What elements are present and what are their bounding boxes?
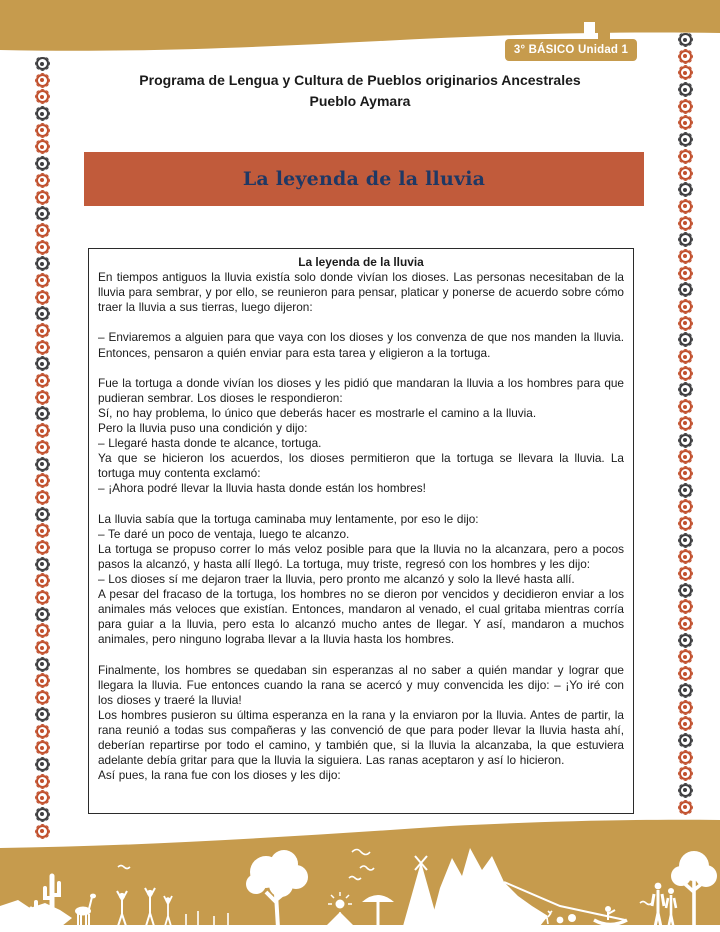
border-motif	[679, 600, 692, 613]
border-motif	[679, 383, 692, 396]
border-motif	[679, 350, 692, 363]
border-motif	[36, 90, 49, 103]
border-motif	[36, 140, 49, 153]
border-motif	[679, 567, 692, 580]
border-motif	[679, 650, 692, 663]
border-motif	[679, 333, 692, 346]
border-motif	[679, 701, 692, 714]
border-motif	[36, 758, 49, 771]
border-motif	[679, 767, 692, 780]
border-motif	[679, 751, 692, 764]
footer-illustration	[0, 810, 720, 932]
border-motif	[36, 74, 49, 87]
border-motif	[679, 550, 692, 563]
band-notch	[584, 22, 595, 34]
border-motif	[36, 324, 49, 337]
border-motif	[36, 241, 49, 254]
border-motif	[679, 250, 692, 263]
border-motif	[36, 174, 49, 187]
story-paragraph: – Llegaré hasta donde te alcance, tortuga.	[98, 436, 322, 451]
border-motif	[679, 267, 692, 280]
unit-badge	[505, 39, 637, 61]
border-motif	[36, 775, 49, 788]
border-motif	[36, 641, 49, 654]
border-motif	[679, 233, 692, 246]
story-paragraph: – Enviaremos a alguien para que vaya con los dioses y los convenza de que nos manden la lluvia. Entonces, pensaron a quién enviar para esta tarea y eligieron a la tortuga.	[98, 330, 624, 360]
story-text	[98, 270, 624, 783]
border-motif	[36, 407, 49, 420]
story-paragraph	[98, 497, 624, 512]
border-motif	[36, 508, 49, 521]
border-motif	[36, 107, 49, 120]
border-motif	[36, 291, 49, 304]
border-motif	[36, 307, 49, 320]
gold-footer-wave	[0, 820, 720, 932]
border-motif	[679, 634, 692, 647]
border-motif	[679, 734, 692, 747]
border-motif	[36, 574, 49, 587]
border-motif	[679, 283, 692, 296]
border-motif	[36, 458, 49, 471]
program-title: Programa de Lengua y Cultura de Pueblos originarios Ancestrales	[139, 72, 581, 88]
border-motif	[679, 217, 692, 230]
border-motif	[36, 791, 49, 804]
border-motif	[36, 374, 49, 387]
border-motif	[36, 708, 49, 721]
story-paragraph: – ¡Ahora podré llevar la lluvia hasta donde están los hombres!	[98, 481, 426, 496]
story-paragraph: La lluvia sabía que la tortuga caminaba muy lentamente, por eso le dijo:	[98, 511, 479, 526]
border-motif	[679, 617, 692, 630]
border-motif	[679, 50, 692, 63]
story-paragraph: Pero la lluvia puso una condición y dijo:	[98, 421, 308, 436]
border-motif	[36, 391, 49, 404]
border-motif	[36, 524, 49, 537]
story-paragraph	[98, 647, 624, 662]
page-title: La leyenda de la lluvia	[242, 168, 486, 190]
pueblo-subtitle: Pueblo Aymara	[309, 93, 411, 109]
story-paragraph: Ya que se hicieron los acuerdos, los dioses permitieron que la tortuga se llevara la lluvia. La tortuga muy contenta exclamó:	[98, 451, 624, 481]
border-motif	[36, 591, 49, 604]
border-motif	[36, 674, 49, 687]
title-banner	[84, 152, 644, 206]
story-paragraph: Así pues, la rana fue con los dioses y les dijo:	[98, 768, 341, 783]
border-motif	[679, 434, 692, 447]
border-motif	[679, 467, 692, 480]
border-motif	[679, 784, 692, 797]
border-motif	[679, 167, 692, 180]
border-motif	[36, 541, 49, 554]
border-motif	[36, 491, 49, 504]
story-paragraph: En tiempos antiguos la lluvia existía solo donde vivían los dioses. Las personas necesitaban de la lluvia para sembrar, y por ello, se reunieron para pensar, platicar y ponerse de acuerdo sobre cómo traer la lluvia a sus tierras, luego dijeron:	[98, 270, 624, 315]
border-motif	[36, 558, 49, 571]
story-paragraph: La tortuga se propuso correr lo más veloz posible para que la lluvia no la alcanzara, pero a pocos pasos la alcanzó, y hasta allí llegó. La tortuga, muy triste, regresó con los hombres y les dijo:	[98, 541, 624, 571]
border-motif	[36, 257, 49, 270]
story-paragraph	[98, 315, 624, 330]
border-motif	[36, 274, 49, 287]
border-motif	[36, 441, 49, 454]
footer-bottom-strip	[0, 925, 720, 932]
border-motif	[36, 725, 49, 738]
border-motif	[679, 183, 692, 196]
story-paragraph: Finalmente, los hombres se quedaban sin esperanzas al no saber a quién mandar y lograr que llegara la lluvia. Fue entonces cuando la rana se acercó y muy convencida les dijo: – ¡Yo iré con los dioses y traeré la lluvia!	[98, 662, 624, 707]
border-motif	[679, 684, 692, 697]
border-motif	[679, 417, 692, 430]
border-motif	[679, 317, 692, 330]
border-motif	[36, 207, 49, 220]
border-motif	[679, 133, 692, 146]
border-motif	[679, 667, 692, 680]
border-motif	[36, 157, 49, 170]
border-motif	[36, 741, 49, 754]
right-decorative-border	[674, 33, 696, 819]
border-motif	[679, 534, 692, 547]
border-motif	[679, 400, 692, 413]
border-motif	[679, 100, 692, 113]
border-motif	[36, 341, 49, 354]
border-motif	[679, 116, 692, 129]
border-motif	[679, 717, 692, 730]
border-motif	[36, 474, 49, 487]
border-motif	[679, 517, 692, 530]
border-motif	[36, 624, 49, 637]
story-paragraph: – Los dioses sí me dejaron traer la lluvia, pero pronto me alcanzó y solo la llevé hasta allí.	[98, 571, 575, 586]
border-motif	[679, 33, 692, 46]
border-motif	[36, 57, 49, 70]
border-motif	[36, 124, 49, 137]
border-motif	[36, 224, 49, 237]
border-motif	[679, 484, 692, 497]
left-decorative-border	[31, 57, 53, 839]
border-motif	[679, 200, 692, 213]
story-paragraph: Fue la tortuga a donde vivían los dioses y les pidió que mandaran la lluvia a los hombres para que pudieran sembrar. Los dioses le respondieron:	[98, 375, 624, 405]
border-motif	[679, 83, 692, 96]
border-motif	[679, 584, 692, 597]
border-motif	[679, 367, 692, 380]
border-motif	[679, 66, 692, 79]
border-motif	[679, 450, 692, 463]
border-motif	[36, 191, 49, 204]
story-box	[88, 248, 634, 814]
page-header	[0, 70, 720, 112]
border-motif	[36, 424, 49, 437]
border-motif	[679, 150, 692, 163]
story-paragraph: Los hombres pusieron su última esperanza en la rana y la enviaron por la lluvia. Antes de partir, la rana reunió a todas sus compañeras y las convenció de que para poder llevar la lluvia hasta ahí, deberían repartirse por todo el camino, y también que, si la lluvia la alcanzaba, la que estuviera adelante debía gritar para que la lluvia la siguiera. Las ranas aceptaron y así lo hicieron.	[98, 707, 624, 768]
border-motif	[36, 658, 49, 671]
story-paragraph: – Te daré un poco de ventaja, luego te alcanzo.	[98, 526, 350, 541]
border-motif	[679, 300, 692, 313]
story-heading: La leyenda de la lluvia	[298, 255, 424, 269]
border-motif	[679, 500, 692, 513]
story-paragraph: Sí, no hay problema, lo único que deberás hacer es mostrarle el camino a la lluvia.	[98, 405, 537, 420]
unit-badge-label: 3° BÁSICO Unidad 1	[513, 44, 629, 56]
border-motif	[36, 357, 49, 370]
border-motif	[36, 691, 49, 704]
story-paragraph: A pesar del fracaso de la tortuga, los hombres no se dieron por vencidos y decidieron enviar a los animales más veloces que existían. Entonces, mandaron al venado, el cual gritaba mientras corría para guiar a la lluvia, pero esta lo alcanzó mucho antes de llegar. Y así, mandaron a muchos animales, pero ninguno lograba llevar a la lluvia hasta los hombres.	[98, 587, 624, 647]
border-motif	[36, 608, 49, 621]
story-paragraph	[98, 361, 624, 376]
